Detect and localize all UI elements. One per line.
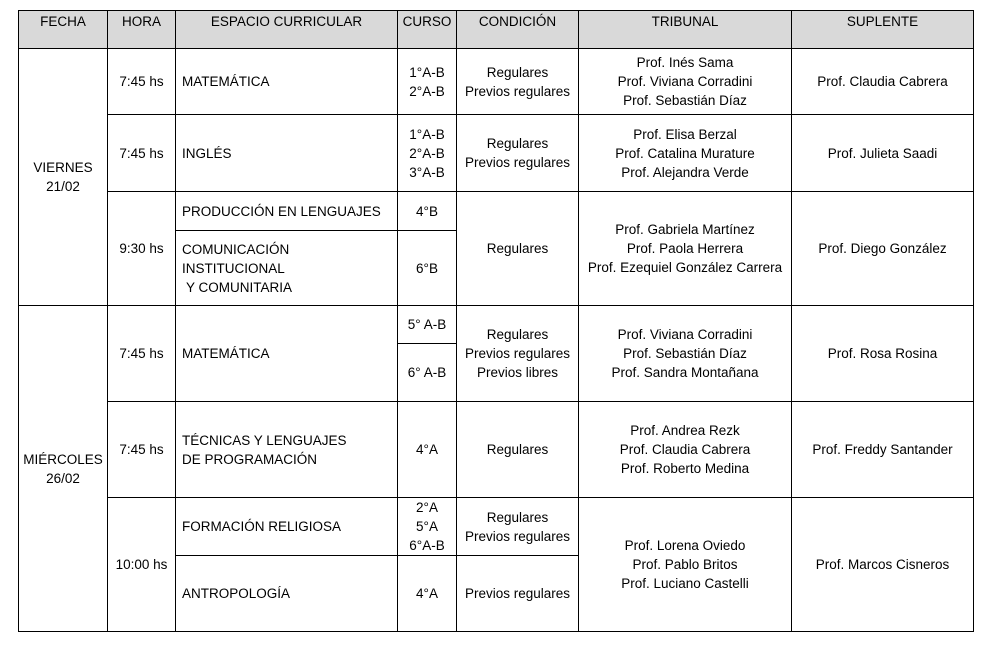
tribunal-member: Prof. Pablo Britos [632, 557, 738, 572]
espacio-cell: FORMACIÓN RELIGIOSA [176, 498, 398, 556]
condicion-cell [457, 49, 579, 115]
hora-cell: 7:45 hs [108, 402, 176, 498]
table-row [19, 49, 974, 115]
curso-cell [398, 115, 457, 192]
tribunal-member: Prof. Alejandra Verde [621, 164, 749, 180]
espacio-cell: INGLÉS [176, 115, 398, 192]
tribunal-member: Prof. Gabriela Martínez [615, 222, 755, 237]
hora-cell: 7:45 hs [108, 115, 176, 192]
condicion-cell: Regulares [457, 192, 579, 306]
table-row [19, 498, 974, 556]
curso-line: 2°A-B [409, 83, 445, 99]
condicion-line: Previos regulares [464, 528, 571, 544]
date-cell-viernes [19, 49, 108, 306]
table-row [19, 402, 974, 498]
tribunal-member: Prof. Paola Herrera [626, 241, 744, 256]
condicion-line: Regulares [486, 327, 549, 342]
tribunal-member: Prof. Andrea Rezk [630, 423, 740, 438]
hora-cell: 7:45 hs [108, 306, 176, 402]
tribunal-member: Prof. Lorena Oviedo [624, 538, 746, 553]
tribunal-cell [579, 498, 792, 632]
header-suplente: SUPLENTE [792, 11, 974, 49]
tribunal-member: Prof. Elisa Berzal [633, 126, 737, 142]
espacio-line: DE PROGRAMACIÓN [182, 451, 318, 467]
tribunal-member: Prof. Sebastián Díaz [623, 93, 747, 108]
date-day: MIÉRCOLES [23, 451, 103, 467]
curso-cell [398, 498, 457, 556]
header-tribunal: TRIBUNAL [579, 11, 792, 49]
table-row [19, 115, 974, 192]
tribunal-cell [579, 402, 792, 498]
tribunal-cell [579, 192, 792, 306]
curso-cell: 6° A-B [398, 344, 457, 402]
condicion-cell: Regulares [457, 402, 579, 498]
date-day: VIERNES [33, 160, 93, 175]
condicion-line: Regulares [486, 136, 549, 151]
curso-line: 6°A-B [409, 538, 445, 553]
curso-line: 2°A [416, 500, 438, 515]
condicion-line: Regulares [486, 64, 549, 80]
tribunal-member: Prof. Sandra Montañana [611, 365, 759, 380]
tribunal-member: Prof. Inés Sama [636, 55, 734, 70]
curso-cell: 5° A-B [398, 306, 457, 344]
tribunal-member: Prof. Claudia Cabrera [619, 442, 751, 457]
tribunal-member: Prof. Luciano Castelli [621, 576, 749, 591]
condicion-line: Previos regulares [464, 83, 571, 99]
curso-cell: 4°B [398, 192, 457, 231]
espacio-line: COMUNICACIÓN INSTITUCIONAL [182, 241, 290, 276]
hora-cell: 7:45 hs [108, 49, 176, 115]
date-value: 26/02 [46, 470, 80, 486]
condicion-line: Regulares [486, 509, 549, 525]
tribunal-cell [579, 115, 792, 192]
condicion-line: Previos regulares [464, 155, 571, 170]
curso-cell [398, 49, 457, 115]
hora-cell: 10:00 hs [108, 498, 176, 632]
espacio-cell [176, 402, 398, 498]
header-fecha: FECHA [19, 11, 108, 49]
exam-schedule-table [18, 10, 974, 632]
condicion-line: Previos libres [476, 365, 559, 380]
suplente-cell: Prof. Julieta Saadi [792, 115, 974, 192]
curso-line: 3°A-B [409, 164, 445, 180]
tribunal-cell [579, 306, 792, 402]
header-row [19, 11, 974, 49]
curso-line: 2°A-B [409, 145, 445, 161]
curso-cell: 6°B [398, 231, 457, 306]
condicion-line: Previos regulares [464, 346, 571, 361]
tribunal-member: Prof. Catalina Murature [615, 145, 755, 161]
tribunal-cell [579, 49, 792, 115]
tribunal-member: Prof. Viviana Corradini [617, 74, 753, 89]
condicion-cell [457, 115, 579, 192]
curso-cell: 4°A [398, 402, 457, 498]
espacio-cell: MATEMÁTICA [176, 306, 398, 402]
espacio-cell: MATEMÁTICA [176, 49, 398, 115]
curso-cell: 4°A [398, 556, 457, 632]
suplente-cell: Prof. Freddy Santander [792, 402, 974, 498]
suplente-cell: Prof. Diego González [792, 192, 974, 306]
suplente-cell: Prof. Claudia Cabrera [792, 49, 974, 115]
espacio-line: Y COMUNITARIA [186, 279, 293, 295]
curso-line: 5°A [416, 519, 438, 534]
curso-line: 1°A-B [409, 64, 445, 80]
espacio-cell: ANTROPOLOGÍA [176, 556, 398, 632]
suplente-cell: Prof. Marcos Cisneros [792, 498, 974, 632]
condicion-cell: Previos regulares [457, 556, 579, 632]
date-value: 21/02 [46, 179, 80, 194]
hora-cell: 9:30 hs [108, 192, 176, 306]
tribunal-member: Prof. Roberto Medina [620, 461, 750, 476]
header-espacio-curricular: ESPACIO CURRICULAR [176, 11, 398, 49]
condicion-cell [457, 498, 579, 556]
header-condicion: CONDICIÓN [457, 11, 579, 49]
espacio-cell: PRODUCCIÓN EN LENGUAJES [176, 192, 398, 231]
espacio-line: TÉCNICAS Y LENGUAJES [182, 432, 347, 448]
curso-line: 1°A-B [409, 126, 445, 142]
table-row [19, 306, 974, 344]
tribunal-member: Prof. Sebastián Díaz [623, 346, 747, 361]
header-hora: HORA [108, 11, 176, 49]
espacio-cell [176, 231, 398, 306]
condicion-cell [457, 306, 579, 402]
tribunal-member: Prof. Ezequiel González Carrera [587, 260, 783, 275]
table-row [19, 192, 974, 231]
suplente-cell: Prof. Rosa Rosina [792, 306, 974, 402]
tribunal-member: Prof. Viviana Corradini [617, 327, 753, 342]
header-curso: CURSO [398, 11, 457, 49]
date-cell-miercoles [19, 306, 108, 632]
